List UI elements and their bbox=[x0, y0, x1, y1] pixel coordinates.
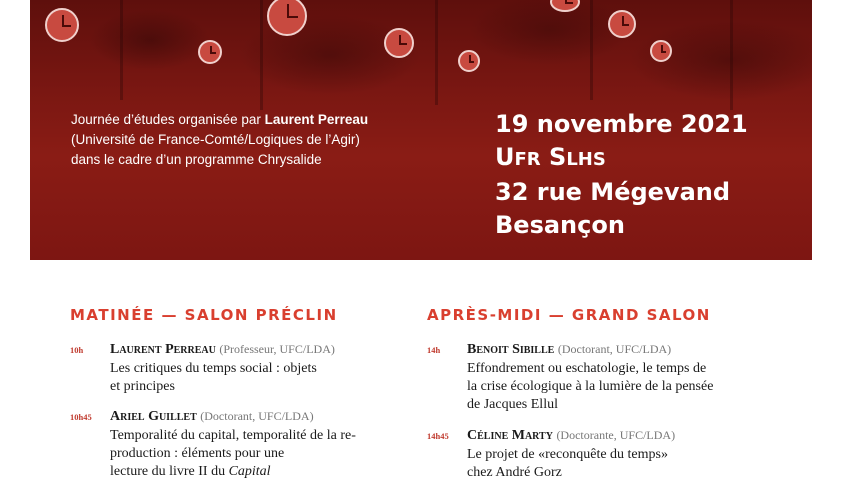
clock-icon bbox=[198, 40, 222, 64]
organizer-affiliation: (Université de France-Comté/Logiques de l’Agir) bbox=[71, 132, 360, 147]
clock-photo bbox=[30, 0, 812, 100]
clock-icon bbox=[45, 8, 79, 42]
speaker-name: Laurent Perreau bbox=[110, 342, 216, 357]
tree-trunk bbox=[590, 0, 593, 100]
event-details bbox=[495, 108, 748, 242]
speaker-affiliation: (Doctorante, UFC/LDA) bbox=[556, 428, 676, 442]
talk-title: Temporalité du capital, temporalité de la re- production : éléments pour une lecture du livre II du Capital bbox=[110, 428, 356, 479]
speaker-name: Benoit Sibille bbox=[467, 342, 555, 357]
speaker-name: Céline Marty bbox=[467, 428, 553, 443]
talk-title: Effondrement ou eschatologie, le temps de la crise écologique à la lumière de la pensée de Jacques Ellul bbox=[467, 361, 714, 412]
morning-section-title: MATINÉE — SALON PRÉCLIN bbox=[70, 306, 338, 324]
afternoon-section-title: APRÈS-MIDI — GRAND SALON bbox=[427, 306, 711, 324]
photo-credit: Graphisme: Jody Pouchard/Oth Bain bbox=[832, 160, 838, 242]
event-address: 32 rue Mégevand bbox=[495, 178, 731, 206]
organizer-prefix: Journée d’études organisée par bbox=[71, 112, 265, 127]
slot-time: 10h45 bbox=[70, 412, 92, 422]
clock-icon bbox=[650, 40, 672, 62]
event-venue: UFR SLHS bbox=[495, 143, 606, 171]
speaker bbox=[110, 409, 314, 425]
event-city: Besançon bbox=[495, 211, 625, 239]
organizer-line bbox=[71, 110, 411, 130]
slot-time: 14h45 bbox=[427, 431, 449, 441]
speaker-affiliation: (Professeur, UFC/LDA) bbox=[219, 342, 335, 356]
organizer-program: dans le cadre d’un programme Chrysalide bbox=[71, 152, 322, 167]
speaker-affiliation: (Doctorant, UFC/LDA) bbox=[557, 342, 672, 356]
speaker bbox=[467, 342, 671, 358]
tree-trunk bbox=[730, 0, 733, 110]
talk-title: Les critiques du temps social : objets et principes bbox=[110, 361, 317, 394]
slot-time: 10h bbox=[70, 345, 84, 355]
speaker bbox=[110, 342, 335, 358]
tree-trunk bbox=[120, 0, 123, 100]
clock-icon bbox=[608, 10, 636, 38]
clock-icon bbox=[384, 28, 414, 58]
organizer-info bbox=[71, 110, 411, 170]
talk-title: Le projet de «reconquête du temps» chez André Gorz bbox=[467, 447, 668, 480]
tree-trunk bbox=[435, 0, 438, 105]
organizer-name: Laurent Perreau bbox=[264, 112, 369, 127]
event-date: 19 novembre 2021 bbox=[495, 110, 748, 138]
speaker-name: Ariel Guillet bbox=[110, 409, 197, 424]
tree-trunk bbox=[260, 0, 263, 110]
clock-icon bbox=[458, 50, 480, 72]
speaker bbox=[467, 428, 675, 444]
book-title: Capital bbox=[228, 464, 271, 479]
speaker-affiliation: (Doctorant, UFC/LDA) bbox=[200, 409, 314, 423]
slot-time: 14h bbox=[427, 345, 441, 355]
